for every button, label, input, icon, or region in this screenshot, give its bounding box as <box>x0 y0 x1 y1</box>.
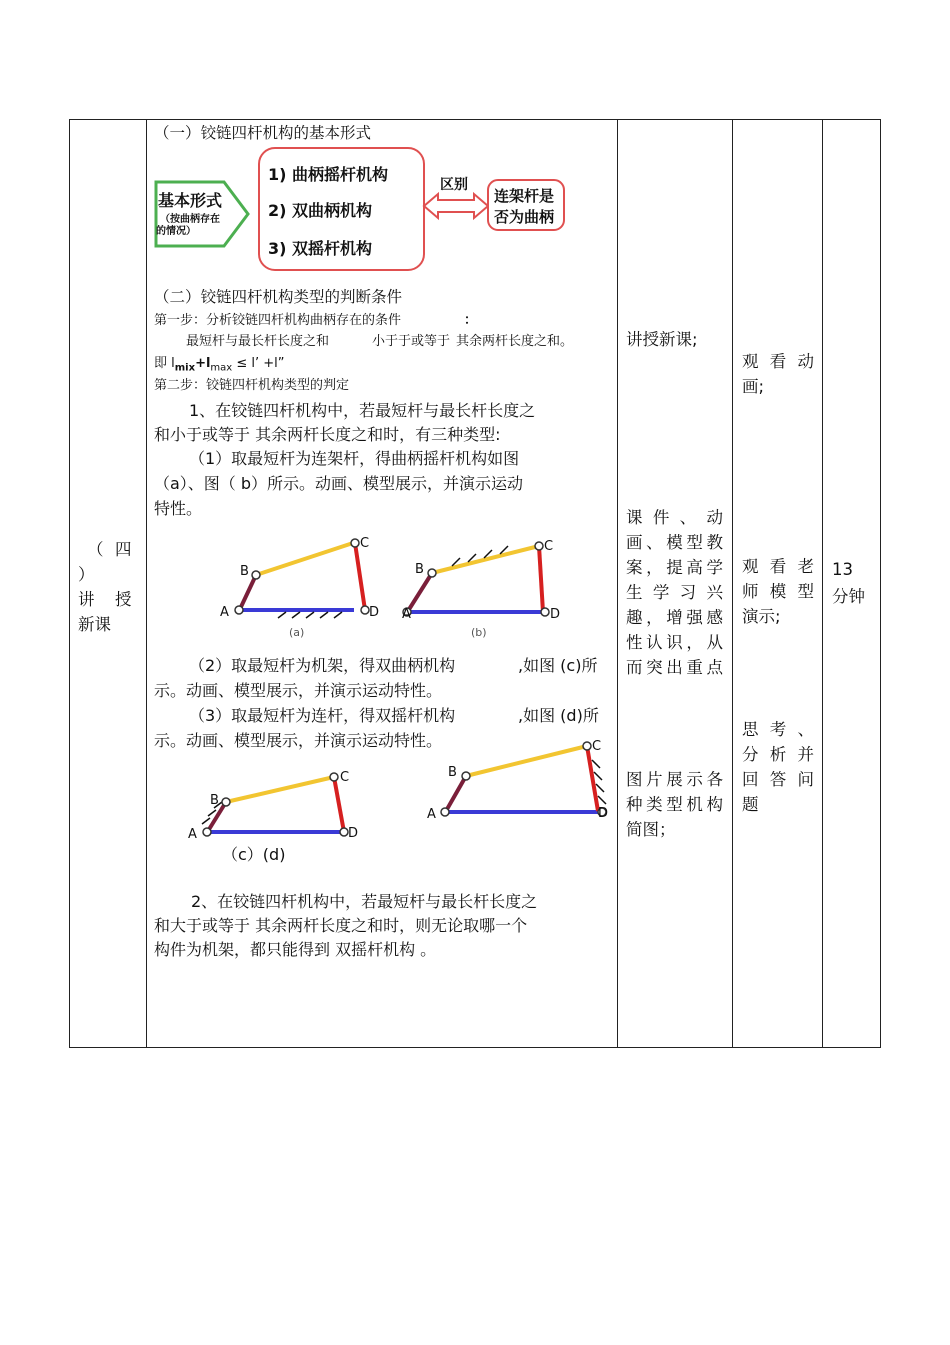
formula-prefix: 即 l <box>154 356 175 371</box>
fig-c-label-A: A <box>188 827 197 842</box>
figures-c-d <box>146 738 616 863</box>
fig-a-caption: (a) <box>289 626 305 639</box>
figure-a <box>220 536 379 639</box>
fig-a-rocker-link <box>355 543 365 610</box>
para3-line2: 示。动画、模型展示，并演示运动特性。 <box>154 681 443 700</box>
teacher-item-courseware-line: 案，提高学 <box>626 558 723 577</box>
formula <box>154 352 285 374</box>
figures-a-b <box>146 532 616 657</box>
fig-b-rocker-link <box>539 546 543 612</box>
fig-d-label-C: C <box>592 739 602 754</box>
formula-sub-min: mix <box>174 362 196 374</box>
para5-line3: 构件为机架，都只能得到 双摇杆机构 。 <box>154 940 437 959</box>
condition-part-a: 最短杆与最长杆长度之和 <box>186 334 330 349</box>
para5-line2: 和大于或等于 其余两杆长度之和时，则无论取哪一个 <box>154 916 528 935</box>
fig-a-label-C: C <box>360 536 370 551</box>
student-item-watch-model-line: 演示; <box>742 607 781 626</box>
section-label-char2: 授 <box>115 590 132 609</box>
teacher-activity-cell <box>617 120 732 1049</box>
teacher-item-courseware-line: 性认识，从 <box>626 633 723 652</box>
section-label-paren-open: （ <box>87 540 104 559</box>
teacher-item-courseware-line: 趣，增强感 <box>626 608 723 627</box>
student-item-watch-animation-line: 观 看 动 <box>742 352 814 371</box>
fig-c-rocker-link <box>334 777 344 832</box>
lesson-table <box>69 119 881 1048</box>
para2-line1: （1）取最短杆为连架杆，得曲柄摇杆机构如图 <box>189 449 520 468</box>
basic-forms-diagram <box>146 144 616 274</box>
student-item-watch-animation-line: 画; <box>742 377 765 396</box>
mechanism-type-1: 1) 曲柄摇杆机构 <box>268 165 389 184</box>
student-item-think-answer-line: 分 析 并 <box>742 745 814 764</box>
arrow-title: 基本形式 <box>158 191 223 210</box>
para2-line2: （a）、图（ b）所示。动画、模型展示，并演示运动 <box>154 474 524 493</box>
para4-line1a: （3）取最短杆为连杆，得双摇杆机构 <box>189 706 456 725</box>
step2-text: 第二步：铰链四杆机构类型的判定 <box>154 378 350 393</box>
para4-line2: 示。动画、模型展示，并演示运动特性。 <box>154 731 443 750</box>
para1-line1: 1、在铰链四杆机构中，若最短杆与最长杆长度之 <box>189 401 536 420</box>
teacher-item-pictures-line: 图片展示各 <box>626 770 723 789</box>
fig-d-label-A: A <box>427 807 436 822</box>
fig-d-coupler-link <box>466 746 587 776</box>
mechanism-type-2: 2) 双曲柄机构 <box>268 201 373 220</box>
section-label-char1: 讲 <box>78 590 95 609</box>
student-item-think-answer <box>742 717 814 817</box>
fig-d-label-D: D <box>598 806 609 821</box>
fig-a-label-D: D <box>369 605 380 620</box>
formula-plus: +l <box>195 356 211 371</box>
fig-b-coupler-link <box>432 546 539 573</box>
para3-line1b: ,如图 (c)所 <box>518 656 598 675</box>
difference-label: 区别 <box>440 177 468 193</box>
heading-basic-forms: （一）铰链四杆机构的基本形式 <box>154 124 372 142</box>
arrow-subtitle-2: 的情况） <box>156 226 196 237</box>
fig-a-crank-link <box>240 575 256 609</box>
para5-line1: 2、在铰链四杆机构中，若最短杆与最长杆长度之 <box>191 892 538 911</box>
heading-judge-conditions: （二）铰链四杆机构类型的判断条件 <box>154 288 403 306</box>
arrow-subtitle-1: （按曲柄存在 <box>160 214 220 225</box>
teacher-item-lecture: 讲授新课; <box>626 330 698 349</box>
student-activity-cell <box>732 120 822 1049</box>
para4-line1b: ,如图 (d)所 <box>518 706 599 725</box>
figure-d <box>427 739 608 822</box>
fig-d-crank-link <box>446 776 466 811</box>
fig-a-label-A: A <box>220 605 229 620</box>
mechanism-type-3: 3) 双摇杆机构 <box>268 239 373 258</box>
teacher-item-pictures-line: 简图； <box>626 820 676 839</box>
teacher-item-pictures <box>626 767 723 842</box>
difference-double-arrow <box>424 194 488 218</box>
fig-b-label-D: D <box>550 607 561 622</box>
student-item-think-answer-line: 回 答 问 <box>742 770 814 789</box>
result-line-2: 否为曲柄 <box>494 208 555 226</box>
condition-part-b: 小于于或等于 <box>372 334 451 349</box>
result-line-1: 连架杆是 <box>494 187 555 205</box>
fig-d-label-B: B <box>448 765 457 780</box>
fig-d-rocker-link <box>587 746 598 811</box>
fig-c-label-D: D <box>348 826 359 841</box>
time-cell <box>822 120 880 1049</box>
student-item-think-answer-line: 题 <box>742 795 759 814</box>
figure-c <box>188 770 358 842</box>
teacher-item-courseware-line: 生 学 习 兴 <box>626 583 723 602</box>
teacher-item-courseware <box>626 505 723 680</box>
content-cell <box>146 120 617 1049</box>
fig-a-coupler-link <box>256 543 353 575</box>
teacher-item-courseware-line: 课 件 、 动 <box>626 508 723 527</box>
fig-b-caption: (b) <box>471 626 487 639</box>
fig-a-hatch <box>278 612 342 618</box>
section-label-cell <box>70 120 146 1049</box>
figure-b <box>402 539 560 639</box>
para2-line3: 特性。 <box>154 499 203 518</box>
fig-c-label-C: C <box>340 770 350 785</box>
formula-rest: ≤ l’ +l” <box>236 356 285 371</box>
fig-b-label-C: C <box>544 539 554 554</box>
student-item-watch-animation <box>742 349 814 399</box>
time-unit: 分钟 <box>832 587 865 606</box>
fig-b-label-B: B <box>415 562 424 577</box>
step1-text: 第一步：分析铰链四杆机构曲柄存在的条件 <box>154 313 402 328</box>
step1-colon: ： <box>464 313 478 328</box>
para3-line1a: （2）取最短杆为机架，得双曲柄机构 <box>189 656 456 675</box>
section-label-number: 四 <box>115 540 132 559</box>
teacher-item-courseware-line: 而突出重点 <box>626 658 723 677</box>
condition-part-c: 其余两杆长度之和。 <box>456 334 574 349</box>
formula-sub-max: max <box>210 362 233 374</box>
fig-cd-caption: （c）(d) <box>222 845 286 864</box>
para1-line2: 和小于或等于 其余两杆长度之和时，有三种类型: <box>154 425 501 444</box>
time-minutes: 13 <box>832 560 853 579</box>
fig-c-coupler-link <box>226 777 334 802</box>
fig-b-label-A: A <box>402 607 411 622</box>
student-item-watch-model-line: 观 看 老 <box>742 557 814 576</box>
teacher-item-courseware-line: 画、模型教 <box>626 533 723 552</box>
section-label-char3: 新课 <box>78 615 111 634</box>
student-item-think-answer-line: 思 考 、 <box>742 720 814 739</box>
fig-c-label-B: B <box>210 793 219 808</box>
student-item-watch-model-line: 师 模 型 <box>742 582 814 601</box>
section-label-paren-close: ） <box>78 565 95 584</box>
fig-a-label-B: B <box>240 564 249 579</box>
teacher-item-pictures-line: 种类型机构 <box>626 795 723 814</box>
fig-b-crank-link <box>408 573 432 611</box>
student-item-watch-model <box>742 554 814 629</box>
